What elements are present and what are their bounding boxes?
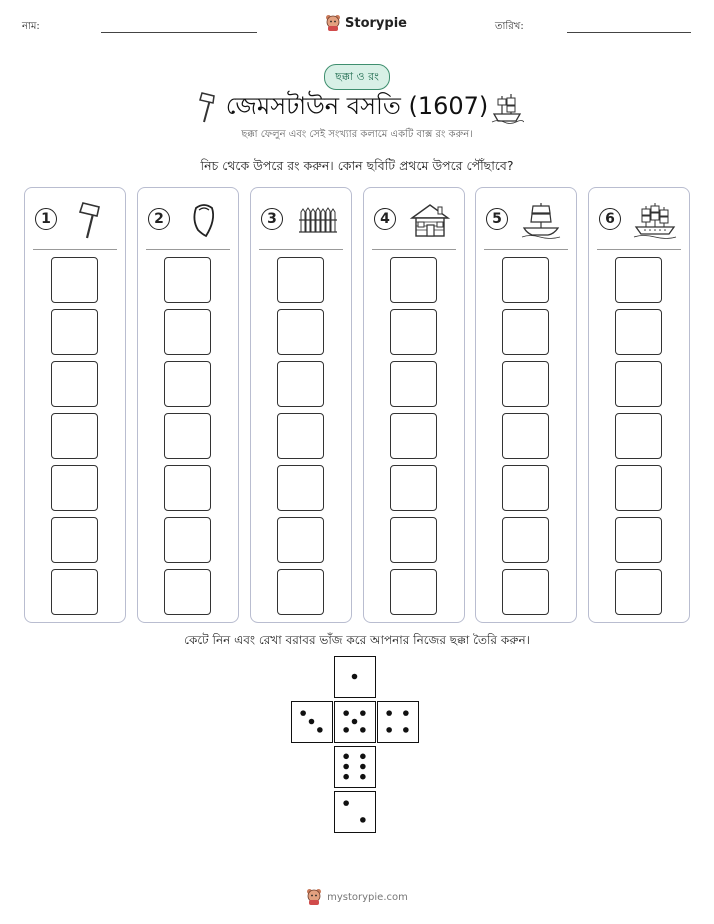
dice-face-5: [334, 701, 376, 743]
column-4: [363, 187, 465, 623]
tall-ship-icon: [633, 200, 677, 240]
color-box[interactable]: [502, 517, 549, 563]
color-box[interactable]: [502, 465, 549, 511]
color-box[interactable]: [277, 413, 324, 459]
brand-logo: [325, 14, 407, 32]
color-box[interactable]: [164, 517, 211, 563]
footer-url: mystorypie.com: [327, 891, 408, 903]
column-6: [588, 187, 690, 623]
column-header: [138, 188, 238, 250]
color-box[interactable]: [390, 413, 437, 459]
color-box[interactable]: [615, 465, 662, 511]
footer: [0, 888, 714, 906]
color-box[interactable]: [164, 413, 211, 459]
column-number: 2: [148, 208, 170, 230]
color-box[interactable]: [390, 257, 437, 303]
color-box[interactable]: [51, 465, 98, 511]
bear-mascot-icon: [325, 14, 341, 32]
color-box[interactable]: [164, 465, 211, 511]
column-divider: [484, 249, 568, 250]
ship-icon: [490, 90, 524, 124]
color-box[interactable]: [277, 465, 324, 511]
bear-mascot-icon: [306, 888, 322, 906]
column-number: 5: [486, 208, 508, 230]
color-box[interactable]: [502, 361, 549, 407]
instruction: নিচ থেকে উপরে রং করুন। কোন ছবিটি প্রথমে উপরে পৌঁছাবে?: [200, 158, 514, 173]
color-box[interactable]: [615, 569, 662, 615]
color-box[interactable]: [615, 257, 662, 303]
color-box[interactable]: [164, 569, 211, 615]
color-box[interactable]: [615, 361, 662, 407]
column-header: [589, 188, 689, 250]
dice-net: [291, 656, 423, 836]
column-number: 4: [374, 208, 396, 230]
color-box[interactable]: [277, 257, 324, 303]
color-box[interactable]: [277, 569, 324, 615]
color-box[interactable]: [51, 309, 98, 355]
column-header: [251, 188, 351, 250]
palisade-fence-icon: [295, 200, 339, 240]
dice-face-6: [334, 746, 376, 788]
color-box[interactable]: [502, 569, 549, 615]
color-box[interactable]: [277, 517, 324, 563]
column-2: [137, 187, 239, 623]
column-1: [24, 187, 126, 623]
log-cabin-icon: [408, 200, 452, 240]
column-3: [250, 187, 352, 623]
dice-face-2: [334, 791, 376, 833]
color-box[interactable]: [502, 413, 549, 459]
color-box[interactable]: [615, 517, 662, 563]
column-5: [475, 187, 577, 623]
color-box[interactable]: [615, 309, 662, 355]
color-box[interactable]: [51, 569, 98, 615]
column-header: [476, 188, 576, 250]
brand-name: Storypie: [345, 15, 407, 31]
name-line[interactable]: [101, 32, 257, 33]
column-number: 6: [599, 208, 621, 230]
subtitle: ছক্কা ফেলুন এবং সেই সংখ্যার কলামে একটি বাক্স রং করুন।: [241, 129, 473, 140]
column-number: 1: [35, 208, 57, 230]
column-divider: [33, 249, 117, 250]
color-box[interactable]: [390, 569, 437, 615]
name-label: নাম:: [22, 21, 40, 32]
column-divider: [146, 249, 230, 250]
color-box[interactable]: [164, 361, 211, 407]
color-box[interactable]: [390, 465, 437, 511]
color-box[interactable]: [51, 413, 98, 459]
date-line[interactable]: [567, 32, 691, 33]
color-box[interactable]: [390, 309, 437, 355]
color-box[interactable]: [390, 361, 437, 407]
dice-face-1: [334, 656, 376, 698]
date-label: তারিখ:: [495, 21, 524, 32]
color-box[interactable]: [277, 361, 324, 407]
color-box[interactable]: [502, 309, 549, 355]
column-header: [25, 188, 125, 250]
color-box[interactable]: [502, 257, 549, 303]
color-box[interactable]: [164, 257, 211, 303]
sailboat-icon: [520, 200, 564, 240]
axe-icon: [69, 200, 113, 240]
color-box[interactable]: [277, 309, 324, 355]
color-box[interactable]: [615, 413, 662, 459]
column-divider: [372, 249, 456, 250]
color-box[interactable]: [51, 517, 98, 563]
seed-icon: [182, 200, 226, 240]
column-number: 3: [261, 208, 283, 230]
column-header: [364, 188, 464, 250]
color-box[interactable]: [51, 257, 98, 303]
column-divider: [259, 249, 343, 250]
cut-instruction: কেটে নিন এবং রেখা বরাবর ভাঁজ করে আপনার নিজের ছক্কা তৈরি করুন।: [184, 633, 530, 647]
dice-face-4: [377, 701, 419, 743]
dice-face-3: [291, 701, 333, 743]
color-box[interactable]: [164, 309, 211, 355]
page-title: জেমসটাউন বসতি (1607): [225, 92, 489, 120]
activity-badge: ছক্কা ও রং: [324, 64, 390, 90]
color-box[interactable]: [390, 517, 437, 563]
color-box[interactable]: [51, 361, 98, 407]
column-divider: [597, 249, 681, 250]
